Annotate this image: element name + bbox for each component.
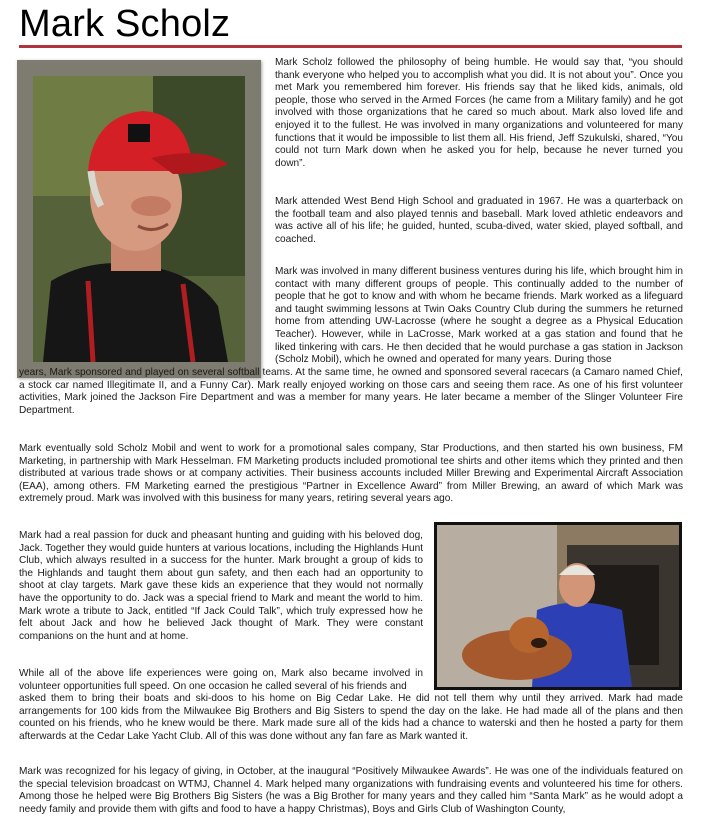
paragraph-legacy: Mark was recognized for his legacy of giving, in October, at the inaugural “Positively Milwaukee Awards”. He was one of the individuals featured on the special television broadcast on WTMJ, Channel 4. Mark helped many organizations with fundraising events and volunteered his time for others. Among those he helped were Big Brothers Big Sisters (he was a Big Brother for many years and they called him “Santa Mark” as he would adopt a needy family and provide them with gifts and food to have a happy Christmas), Boys and Girls Club of Washington County,: [19, 766, 683, 815]
paragraph-school: Mark attended West Bend High School and graduated in 1967. He was a quarterback on the football team and also played tennis and baseball. Mark loved athletic endeavors and was active all of his life; he guided, hunted, scuba-dived, water skied, played softball, and coached.: [275, 196, 683, 245]
page-title: Mark Scholz: [19, 3, 231, 45]
portrait-photo-frame: [17, 60, 261, 378]
paragraph-business-cont: years, Mark sponsored and played on several softball teams. At the same time, he owned and sponsored several racecars (a Camaro named Chief, a stock car named Illegitimate II, and a Funny Car). Mark really enjoyed working on those cars and seeing them race. As one of his first volunteer activities, Mark joined the Jackson Fire Department and was a member for many years. He later became a member of the Slinger Volunteer Fire Department.: [19, 367, 683, 416]
paragraph-volunteer-start: While all of the above life experiences were going on, Mark also became involved in volunteer opportunities full speed. On one occasion he called several of his friends and: [19, 668, 423, 692]
portrait-photo: [33, 76, 245, 362]
paragraph-volunteer-cont: asked them to bring their boats and ski-doos to his home on Big Cedar Lake. He did not tell them why until they arrived. Mark had made arrangements for 100 kids from the Milwaukee Big Brothers and Big Sisters to spend the day on the lake. He had made all of the plans and then counted on his friends, who he knew would be there. Mark made sure all of the kids had a chance to waterski and then he hosted a party for them afterwards at the Cedar Lake Yacht Club. All of this was done without any fan fare as Mark wanted it.: [19, 693, 683, 742]
paragraph-intro: Mark Scholz followed the philosophy of being humble. He would say that, “you should thank everyone who helped you to accomplish what you did. It is not about you”. Once you met Mark you remembered him forever. His friends say that he liked kids, animals, old people, those who served in the Armed Forces (he came from a Military family) and he got involved with those organizations that he cared so much about. Mark also loved life and enjoyed it to the fullest. He was involved in many organizations and volunteered for many functions that it would be impossible to list them all. His friend, Jeff Szukulski, shared, “You could not turn Mark down when he asked you for help, because he never turned you down”.: [275, 57, 683, 169]
paragraph-hunting: Mark had a real passion for duck and pheasant hunting and guiding with his beloved dog, Jack. Together they would guide hunters at various locations, including the Highlands Hunt Club, which always resulted in a success for the hunter. Mark brought a group of kids to the Highlands and taught them about gun safety, and then each had an opportunity to shoot at clay targets. Mark gave these kids an experience that they would not normally have the opportunity to do. Jack was a special friend to Mark and meant the world to him. Mark wrote a tribute to Jack, entitled “If Jack Could Talk”, which truly expressed how he felt about Jack and how he believed Jack thought of Mark. They were constant companions on the hunt and at home.: [19, 530, 423, 642]
man-with-dog-photo-frame: [434, 522, 682, 690]
paragraph-fm-marketing: Mark eventually sold Scholz Mobil and went to work for a promotional sales company, Star Productions, and then started his own business, FM Marketing, in partnership with Mark Hesselman. FM Marketing products included promotional tee shirts and other items which they printed and then distributed at various trade shows or at company activities. Their business accounts included Miller Brewing and Experimental Aircraft Association (EAA), among others. FM Marketing earned the prestigious “Partner in Excellence Award” from Miller Brewing, an award of which Mark was extremely proud. Mark was involved with this business for many years, retiring several years ago.: [19, 443, 683, 505]
man-with-dog-photo: [437, 525, 679, 687]
title-divider: [19, 45, 682, 48]
paragraph-business-start: Mark was involved in many different business ventures during his life, which brought him in contact with many different groups of people. This continually added to the number of people that he got to know and with whom he became friends. Mark worked as a lifeguard and taught swimming lessons at Twin Oaks Country Club during the summers he returned home from attending UW-Lacrosse (where he sought a degree as a Physical Education Teacher). However, while in LaCrosse, Mark worked at a gas station and found that he liked tinkering with cars. He then decided that he would purchase a gas station in Jackson (Scholz Mobil), which he owned and operated for many years. During those: [275, 266, 683, 366]
